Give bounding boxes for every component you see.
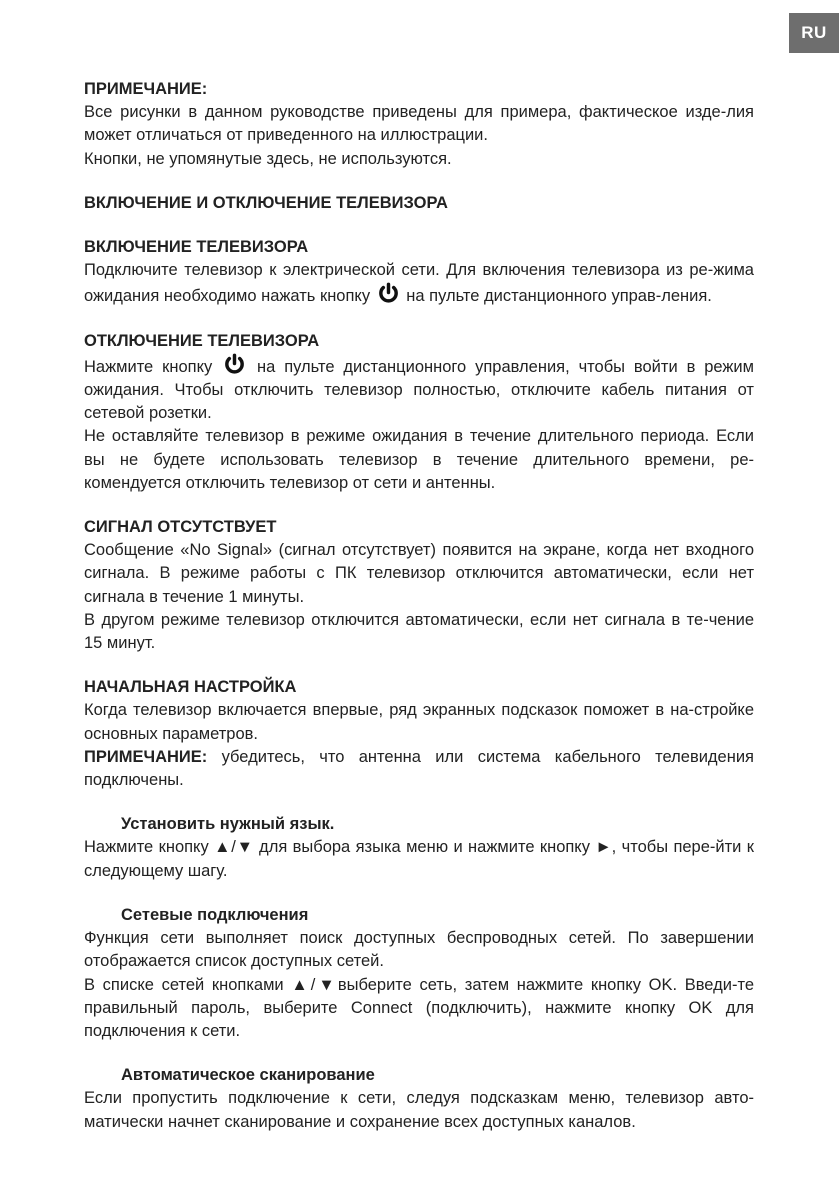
note-body: убедитесь, что антенна или система кабельного телевидения подключены. — [84, 747, 754, 790]
note-text-2: Кнопки, не упомянутые здесь, не используются. — [84, 149, 452, 168]
network-step-text-1: Функция сети выполняет поиск доступных беспроводных сетей. По завершении отображается список доступных сетей. — [84, 929, 754, 971]
no-signal-heading: СИГНАЛ ОТСУТСТВУЕТ — [84, 518, 277, 537]
power-icon — [223, 353, 246, 376]
power-off-heading: ОТКЛЮЧЕНИЕ ТЕЛЕВИЗОРА — [84, 331, 320, 350]
initial-setup-note — [84, 746, 754, 792]
power-off-text-2: Не оставляйте телевизор в режиме ожидания в течение длительного периода. Если вы не будете использовать телевизор в течение длительного времени, ре-комендуется отключить телевизор от сети и антенны. — [84, 427, 754, 492]
power-on-text-end: на пульте дистанционного управ-ления. — [406, 287, 712, 306]
power-off-text-start: Нажмите кнопку — [84, 357, 213, 376]
no-signal-text-1: Сообщение «No Signal» (сигнал отсутствует) появится на экране, когда нет входного сигнала. В режиме работы с ПК телевизор отключится автоматически, если нет сигнала в течение 1 минуты. — [84, 541, 754, 606]
power-on-text — [84, 259, 754, 308]
language-badge: RU — [789, 13, 839, 53]
manual-page — [84, 78, 754, 1134]
power-icon — [377, 282, 400, 305]
note-text-1: Все рисунки в данном руководстве приведены для примера, фактическое изде-лия может отличаться от приведенного на иллюстрации. — [84, 103, 754, 145]
no-signal-text-2: В другом режиме телевизор отключится автоматически, если нет сигнала в те-чение 15 минут. — [84, 610, 754, 653]
power-section-title: ВКЛЮЧЕНИЕ И ОТКЛЮЧЕНИЕ ТЕЛЕВИЗОРА — [84, 193, 448, 212]
power-off-text — [84, 353, 754, 426]
language-step-heading: Установить нужный язык. — [121, 815, 335, 834]
language-step-text: Нажмите кнопку ▲/▼ для выбора языка меню и нажмите кнопку ►, чтобы пере-йти к следующему шагу. — [84, 838, 754, 880]
initial-setup-heading: НАЧАЛЬНАЯ НАСТРОЙКА — [84, 678, 297, 697]
power-on-heading: ВКЛЮЧЕНИЕ ТЕЛЕВИЗОРА — [84, 238, 309, 257]
power-off-text-end: на пульте дистанционного управления, чтобы войти в режим ожидания. Чтобы отключить телевизор полностью, отключите кабель питания от сетевой розетки. — [84, 357, 754, 423]
note-heading: ПРИМЕЧАНИЕ: — [84, 80, 208, 98]
power-on-text-start: Подключите телевизор к электрической сети. Для включения телевизора из ре-жима ожидания необходимо нажать кнопку — [84, 261, 754, 306]
network-step-heading: Сетевые подключения — [121, 905, 309, 924]
note-label: ПРИМЕЧАНИЕ: — [84, 747, 208, 766]
network-step-text-2: В списке сетей кнопками ▲/▼выберите сеть, затем нажмите кнопку OK. Введи-те правильный пароль, выберите Connect (подключить), нажмите кнопку OK для подключения к сети. — [84, 975, 754, 1040]
initial-setup-text: Когда телевизор включается впервые, ряд экранных подсказок поможет в на-стройке основных параметров. — [84, 701, 754, 743]
auto-scan-heading: Автоматическое сканирование — [121, 1066, 375, 1085]
auto-scan-text: Если пропустить подключение к сети, следуя подсказкам меню, телевизор авто-матически начнет сканирование и сохранение всех доступных каналов. — [84, 1089, 754, 1131]
